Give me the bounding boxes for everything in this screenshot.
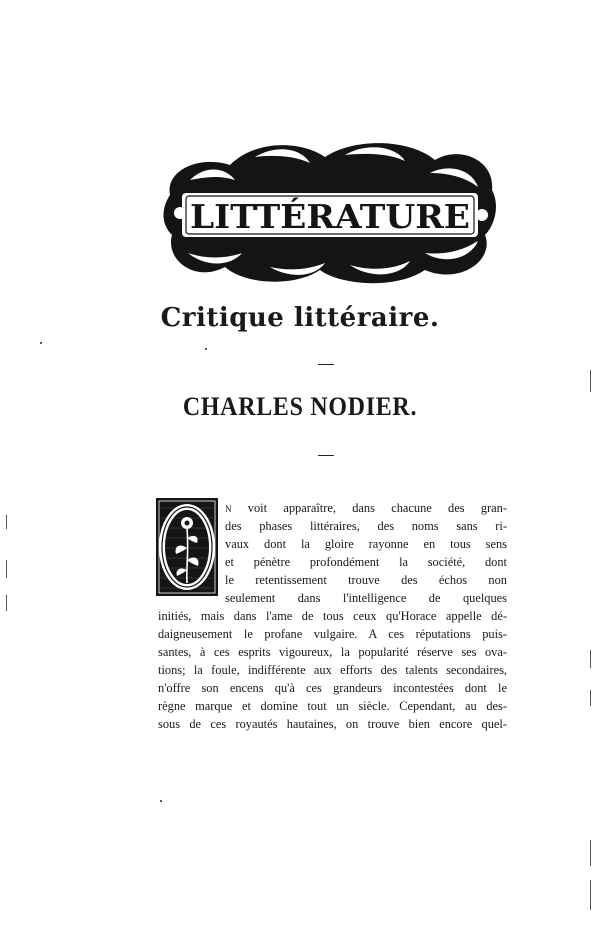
scan-artifact [590, 880, 591, 910]
acanthus-ornament-icon [160, 135, 500, 290]
body-text-line: le retentissement trouve des échos non [225, 573, 507, 587]
scan-artifact [40, 342, 42, 344]
scan-artifact [6, 515, 7, 529]
scan-artifact [590, 690, 591, 706]
ornamental-title-banner [160, 135, 500, 290]
body-text-line-rest: voit apparaître, dans chacune des gran- [231, 501, 507, 515]
body-text-line: règne marque et domine tout un siècle. Cependant, au des- [158, 699, 507, 713]
body-text-line: sous de ces royautés hautaines, on trouve bien encore quel- [158, 717, 507, 731]
separator-dash [318, 455, 334, 456]
body-text-line: n voit apparaître, dans chacune des gran- [225, 501, 507, 515]
body-text-line: daigneusement le profane vulgaire. A ces réputations puis- [158, 627, 507, 641]
banner-lettering: LITTÉRATURE [190, 197, 459, 236]
scan-artifact [160, 800, 162, 802]
scan-artifact [590, 370, 591, 392]
separator-dash [318, 364, 334, 365]
section-subtitle: Critique littéraire. [160, 303, 440, 333]
scan-artifact [590, 650, 591, 668]
body-text-line: et pénètre profondément la société, dont [225, 555, 507, 569]
body-text-line: des phases littéraires, des noms sans ri- [225, 519, 507, 533]
body-text-line: vaux dont la gloire rayonne en tous sens [225, 537, 507, 551]
body-text-line: n'offre son encens qu'à ces grandeurs incontestées dont le [158, 681, 507, 695]
body-text-line: tions; la foule, indifférente aux efforts des talents secondaires, [158, 663, 507, 677]
scan-artifact [6, 595, 7, 611]
scan-artifact [6, 560, 7, 578]
scan-artifact [205, 348, 207, 350]
body-text-line: seulement dans l'intelligence de quelques [225, 591, 507, 605]
body-text-line: santes, à ces esprits vigoureux, la popularité réserve ses ova- [158, 645, 507, 659]
article-title: CHARLES NODIER. [182, 392, 418, 421]
drop-cap [156, 498, 218, 596]
floral-ornament-icon [156, 498, 218, 596]
scan-artifact [590, 840, 591, 866]
body-text-line: initiés, mais dans l'ame de tous ceux qu'Horace appelle dé- [158, 609, 507, 623]
